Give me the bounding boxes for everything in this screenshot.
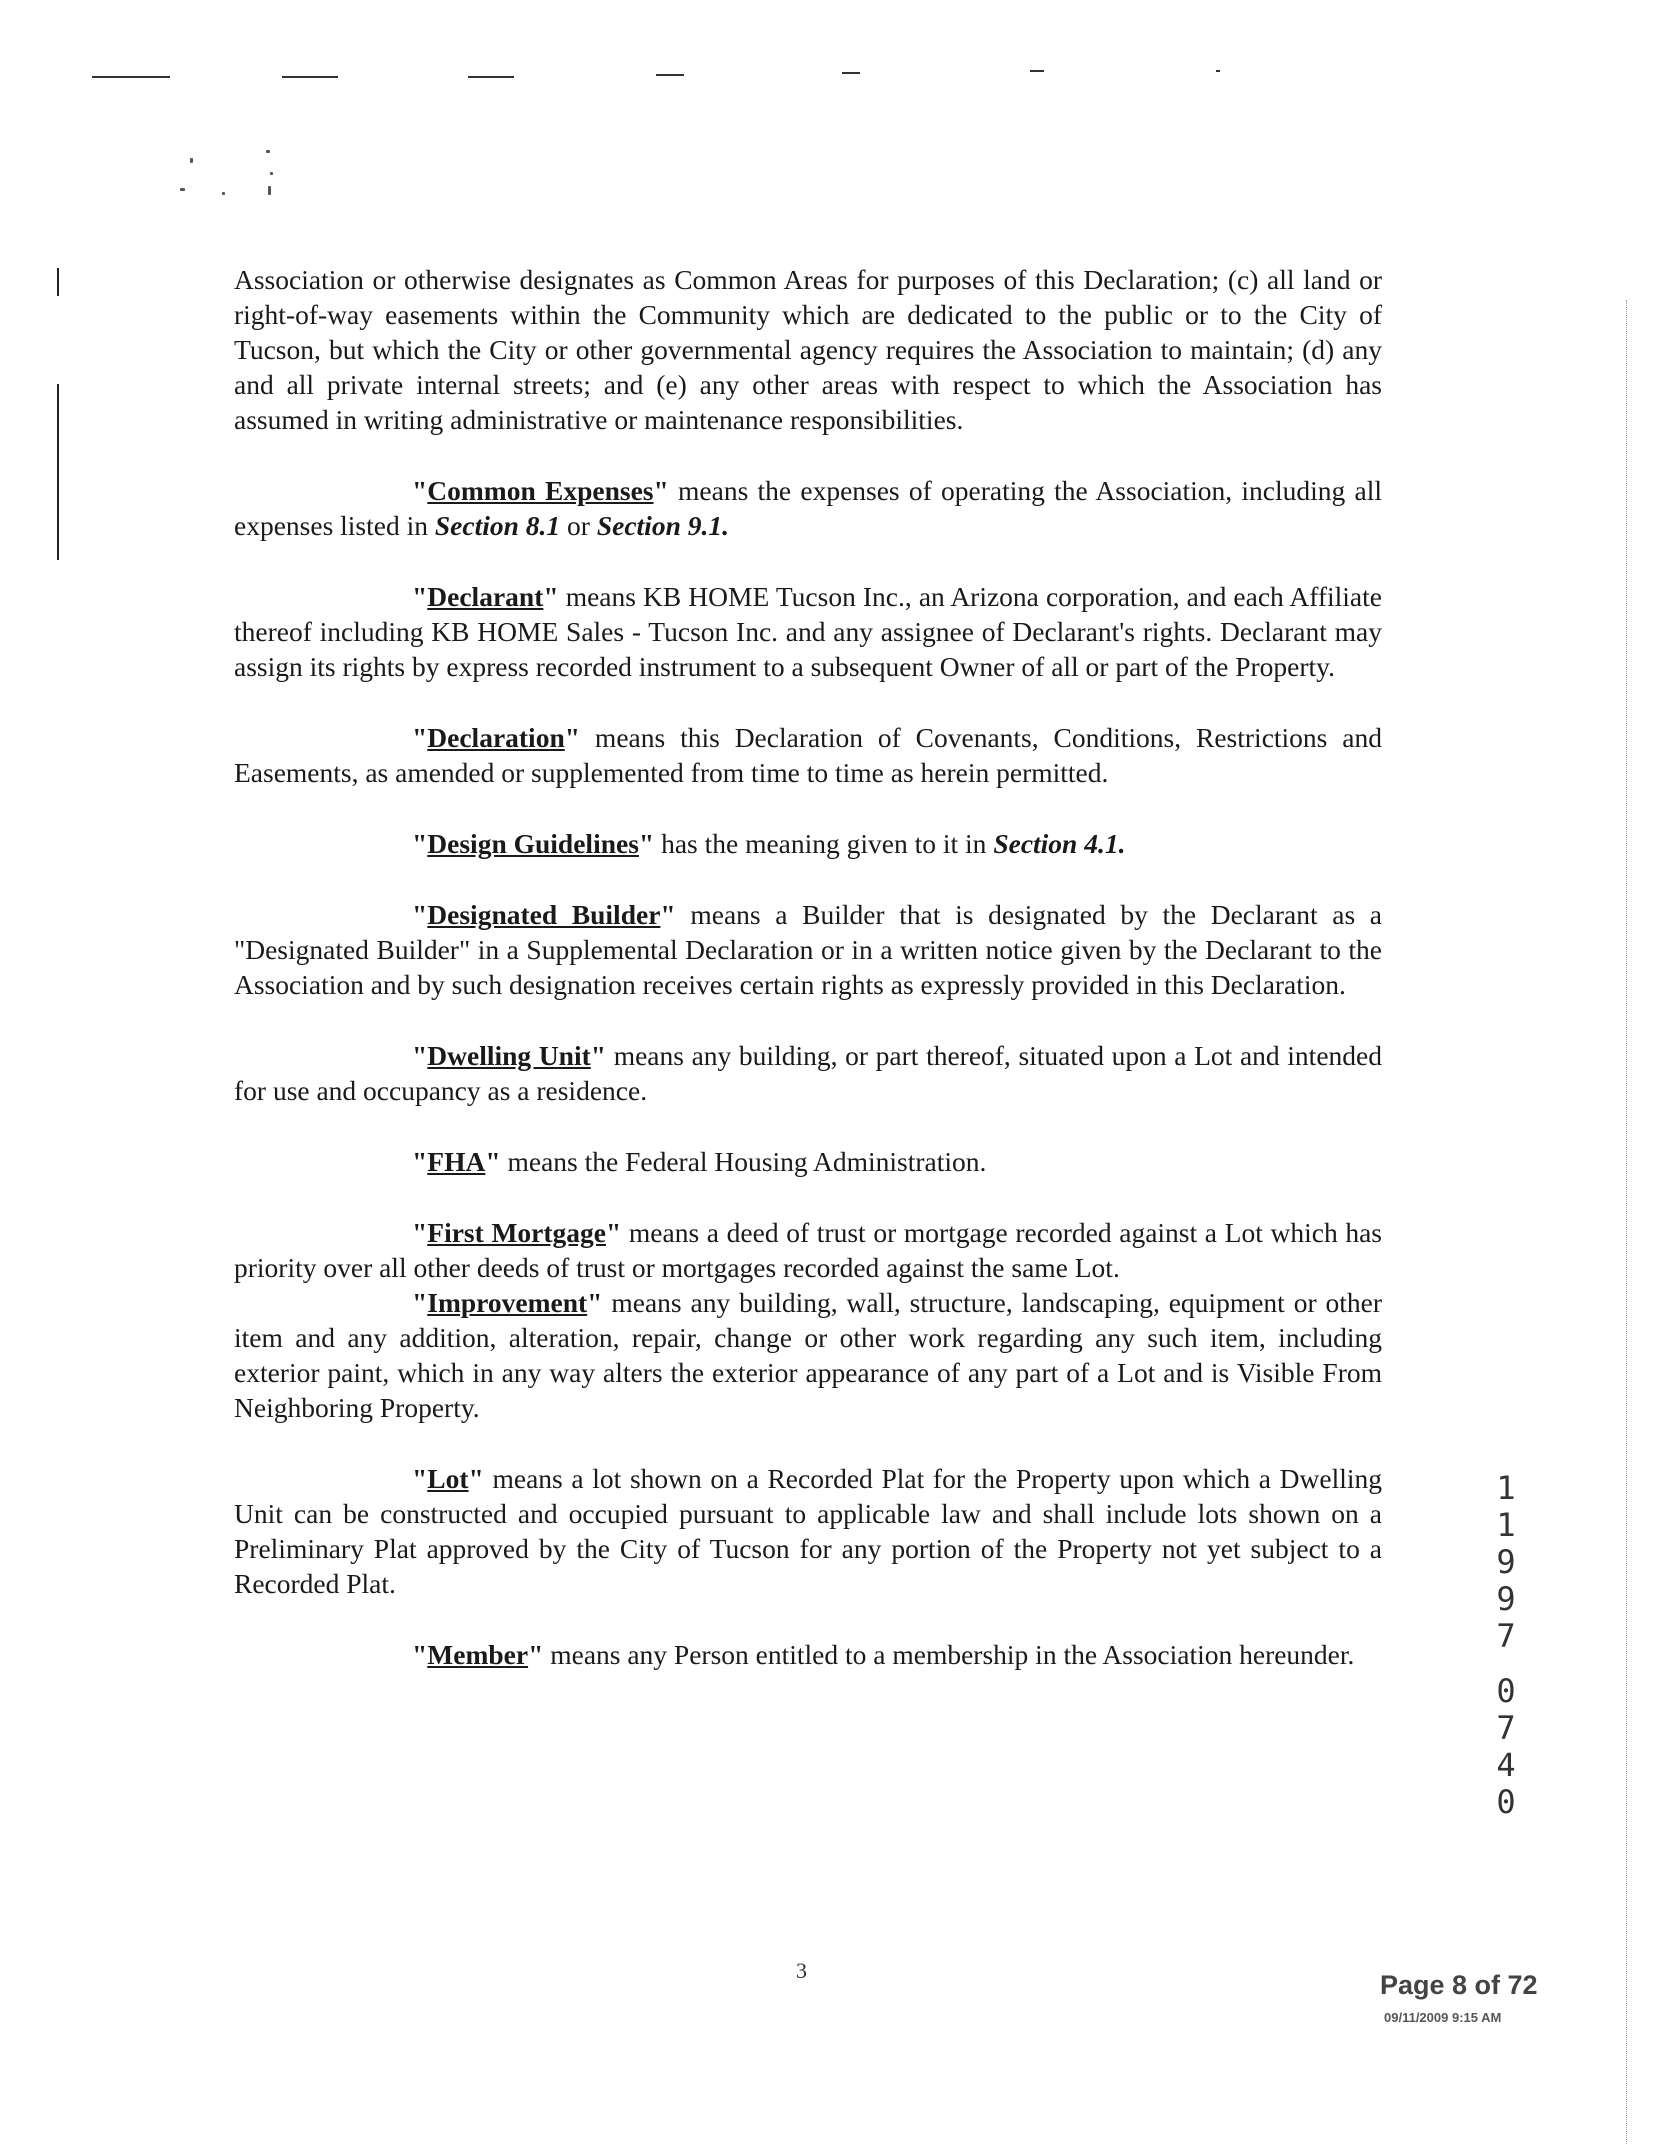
definition-member: "Member" means any Person entitled to a membership in the Association hereunder. [412, 1639, 1355, 1670]
term-improvement: Improvement [427, 1287, 588, 1318]
term-common-expenses: Common Expenses [427, 475, 654, 506]
recording-stamp-number [1490, 1470, 1522, 1821]
margin-line-1 [57, 268, 59, 296]
stamp-digit: 0 [1496, 1672, 1516, 1710]
definition-dwelling-unit: "Dwelling Unit" means any building, or part thereof, situated upon a Lot and intended for use and occupancy as a residence. [234, 1040, 1382, 1106]
definition-lot: "Lot" means a lot shown on a Recorded Plat for the Property upon which a Dwelling Unit can be constructed and occupied pursuant to applicable law and shall include lots shown on a Preliminary Plat approved by the City of Tucson for any portion of the Property not yet subject to a Recorded Plat. [234, 1463, 1382, 1599]
definition-fha: "FHA" means the Federal Housing Administration. [412, 1146, 987, 1177]
definition-declaration: "Declaration" means this Declaration of Covenants, Conditions, Restrictions and Easements, as amended or supplemented from time to time as herein permitted. [234, 722, 1382, 788]
top-dash-5 [842, 72, 860, 74]
definition-improvement: "Improvement" means any building, wall, structure, landscaping, equipment or other item and any addition, alteration, repair, change or other work regarding any such item, including exterior paint, which in any way alters the exterior appearance of any part of a Lot and is Visible From Neighboring Property. [234, 1287, 1382, 1423]
stamp-digit: 9 [1496, 1543, 1516, 1581]
definition-designated-builder: "Designated Builder" means a Builder that is designated by the Declarant as a "Designated Builder" in a Supplemental Declaration or in a written notice given by the Declarant to the Association and by such designation receives certain rights as expressly provided in this Declaration. [234, 899, 1382, 1000]
top-dash-6 [1030, 70, 1044, 72]
section-ref: Section 9.1 [596, 510, 723, 541]
document-body [234, 262, 1382, 1708]
speck [268, 186, 271, 195]
speck [180, 188, 185, 191]
term-fha: FHA [427, 1146, 486, 1177]
definition-first-mortgage: "First Mortgage" means a deed of trust or mortgage recorded against a Lot which has priority over all other deeds of trust or mortgages recorded against the same Lot. [234, 1217, 1382, 1283]
speck [270, 172, 273, 175]
section-ref: Section 4.1 [993, 828, 1119, 859]
paragraph-text: Association or otherwise designates as Common Areas for purposes of this Declaration; (c) all land or right-of-way easements within the Community which are dedicated to the public or to the City of Tucson, but which the City or other governmental agency requires the Association to maintain; (d) any and all private internal streets; and (e) any other areas with respect to which the Association has assumed in writing administrative or maintenance responsibilities. [234, 264, 1382, 435]
page-of-total: Page 8 of 72 [1380, 1970, 1538, 2000]
speck [266, 150, 270, 153]
term-design-guidelines: Design Guidelines [427, 828, 639, 859]
stamp-digit: 7 [1496, 1617, 1516, 1655]
term-first-mortgage: First Mortgage [427, 1217, 606, 1248]
stamp-digit: 7 [1496, 1709, 1516, 1747]
definition-declarant: "Declarant" means KB HOME Tucson Inc., an Arizona corporation, and each Affiliate thereof including KB HOME Sales - Tucson Inc. and any assignee of Declarant's rights. Declarant may assign its rights by express recorded instrument to a subsequent Owner of all or part of the Property. [234, 581, 1382, 682]
term-dwelling-unit: Dwelling Unit [427, 1040, 591, 1071]
term-declaration: Declaration [427, 722, 565, 753]
term-member: Member [427, 1639, 529, 1670]
page-number: 3 [796, 1958, 807, 1983]
definition-design-guidelines: "Design Guidelines" has the meaning given to it in Section 4.1. [412, 828, 1126, 859]
paragraph-common-areas-cont [234, 262, 1382, 437]
speck [222, 192, 225, 195]
section-ref: Section 8.1 [434, 510, 561, 541]
term-declarant: Declarant [427, 581, 544, 612]
top-dash-2 [282, 76, 338, 78]
stamp-digit: 4 [1496, 1746, 1516, 1784]
top-dash-3 [468, 76, 514, 78]
term-lot: Lot [427, 1463, 469, 1494]
print-timestamp: 09/11/2009 9:15 AM [1384, 2010, 1502, 2025]
stamp-digit: 9 [1496, 1580, 1516, 1618]
definition-common-expenses: "Common Expenses" means the expenses of operating the Association, including all expenses listed in Section 8.1 or Section 9.1. [234, 475, 1383, 541]
right-edge-line [1626, 300, 1628, 2144]
stamp-digit: 0 [1496, 1783, 1516, 1821]
top-dash-7 [1216, 70, 1220, 72]
term-designated-builder: Designated Builder [427, 899, 661, 930]
top-dash-4 [656, 74, 684, 76]
speck [190, 158, 193, 163]
top-dash-1 [92, 76, 170, 78]
stamp-digit: 1 [1496, 1469, 1516, 1507]
stamp-digit: 1 [1496, 1506, 1516, 1544]
margin-line-2 [57, 384, 59, 560]
